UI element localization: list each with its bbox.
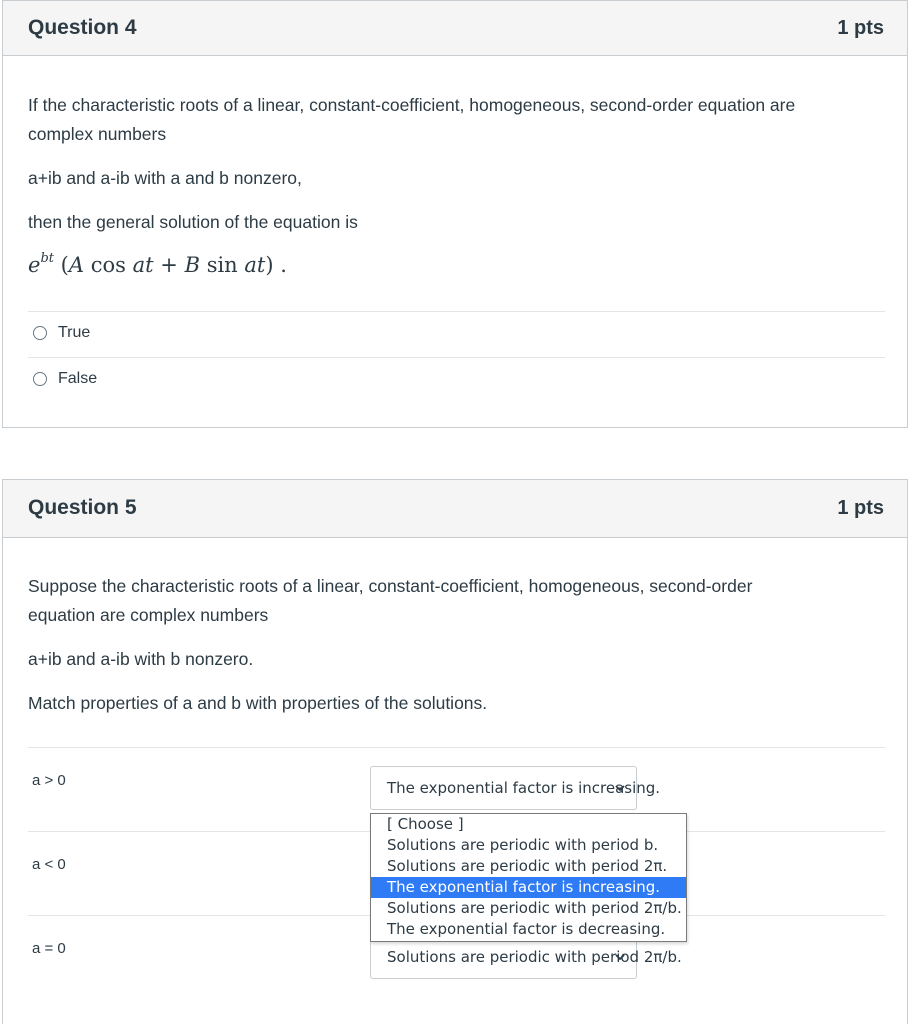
- match-label-a-zero: a = 0: [32, 940, 66, 957]
- formula-base: e: [28, 253, 41, 277]
- dropdown-option-period-b[interactable]: Solutions are periodic with period b.: [387, 836, 659, 854]
- divider: [28, 357, 885, 358]
- match-select-a-positive[interactable]: [370, 766, 661, 810]
- answer-label: True: [58, 324, 91, 341]
- divider: [28, 747, 885, 748]
- chevron-down-icon: [614, 951, 626, 963]
- question-header: [3, 1, 907, 56]
- match-label-a-negative: a < 0: [32, 856, 66, 873]
- question-points: 1 pts: [837, 17, 884, 39]
- answer-option-false[interactable]: [33, 367, 97, 391]
- answer-label: False: [58, 370, 98, 387]
- roots-text: a+ib and a-ib with a and b nonzero,: [28, 168, 302, 188]
- formula-paren-close: ): [265, 253, 274, 277]
- formula-A: A: [68, 253, 85, 277]
- question-text-line-1: If the characteristic roots of a linear, constant-coefficient, homogeneous, second-order equation are: [28, 95, 796, 115]
- question-title: Question 4: [28, 16, 137, 39]
- chevron-down-icon: [614, 782, 626, 794]
- formula-paren-open: (: [60, 253, 69, 277]
- question-text-line-2: complex numbers: [28, 124, 167, 144]
- formula-exponent: bt: [40, 251, 54, 266]
- formula-cos: cos: [90, 253, 126, 277]
- question-header: [3, 480, 907, 538]
- answer-option-true[interactable]: [33, 321, 90, 345]
- question-text-line-1: Suppose the characteristic roots of a linear, constant-coefficient, homogeneous, second-order: [28, 576, 753, 596]
- dropdown-option-increasing[interactable]: The exponential factor is increasing.: [371, 877, 686, 898]
- question-4-card: [2, 0, 908, 428]
- match-label-a-positive: a > 0: [32, 772, 66, 789]
- dropdown-option-period-2pi[interactable]: Solutions are periodic with period 2π.: [387, 857, 668, 875]
- question-title: Question 5: [28, 496, 137, 519]
- radio-circle-icon[interactable]: [33, 372, 47, 386]
- instruction-text: Match properties of a and b with properties of the solutions.: [28, 693, 488, 713]
- general-solution-formula: [28, 253, 287, 277]
- dropdown-option-decreasing[interactable]: The exponential factor is decreasing.: [387, 920, 666, 938]
- match-select-a-negative-dropdown[interactable]: [370, 813, 687, 942]
- radio-circle-icon[interactable]: [33, 326, 47, 340]
- formula-plus: +: [160, 253, 178, 277]
- select-value: Solutions are periodic with period 2π/b.: [387, 948, 682, 966]
- formula-sin: sin: [206, 253, 238, 277]
- formula-at-1: at: [132, 253, 154, 277]
- question-text-line-2: equation are complex numbers: [28, 605, 269, 625]
- then-text: then the general solution of the equation is: [28, 212, 358, 232]
- formula-at-2: at: [244, 253, 266, 277]
- select-value: The exponential factor is increasing.: [387, 779, 661, 797]
- question-points: 1 pts: [837, 497, 884, 519]
- divider: [28, 311, 885, 312]
- formula-period: .: [280, 253, 287, 277]
- dropdown-option-period-2pi-over-b[interactable]: Solutions are periodic with period 2π/b.: [387, 899, 682, 917]
- dropdown-option-choose[interactable]: [ Choose ]: [387, 815, 464, 833]
- formula-B: B: [184, 253, 200, 277]
- roots-text: a+ib and a-ib with b nonzero.: [28, 649, 254, 669]
